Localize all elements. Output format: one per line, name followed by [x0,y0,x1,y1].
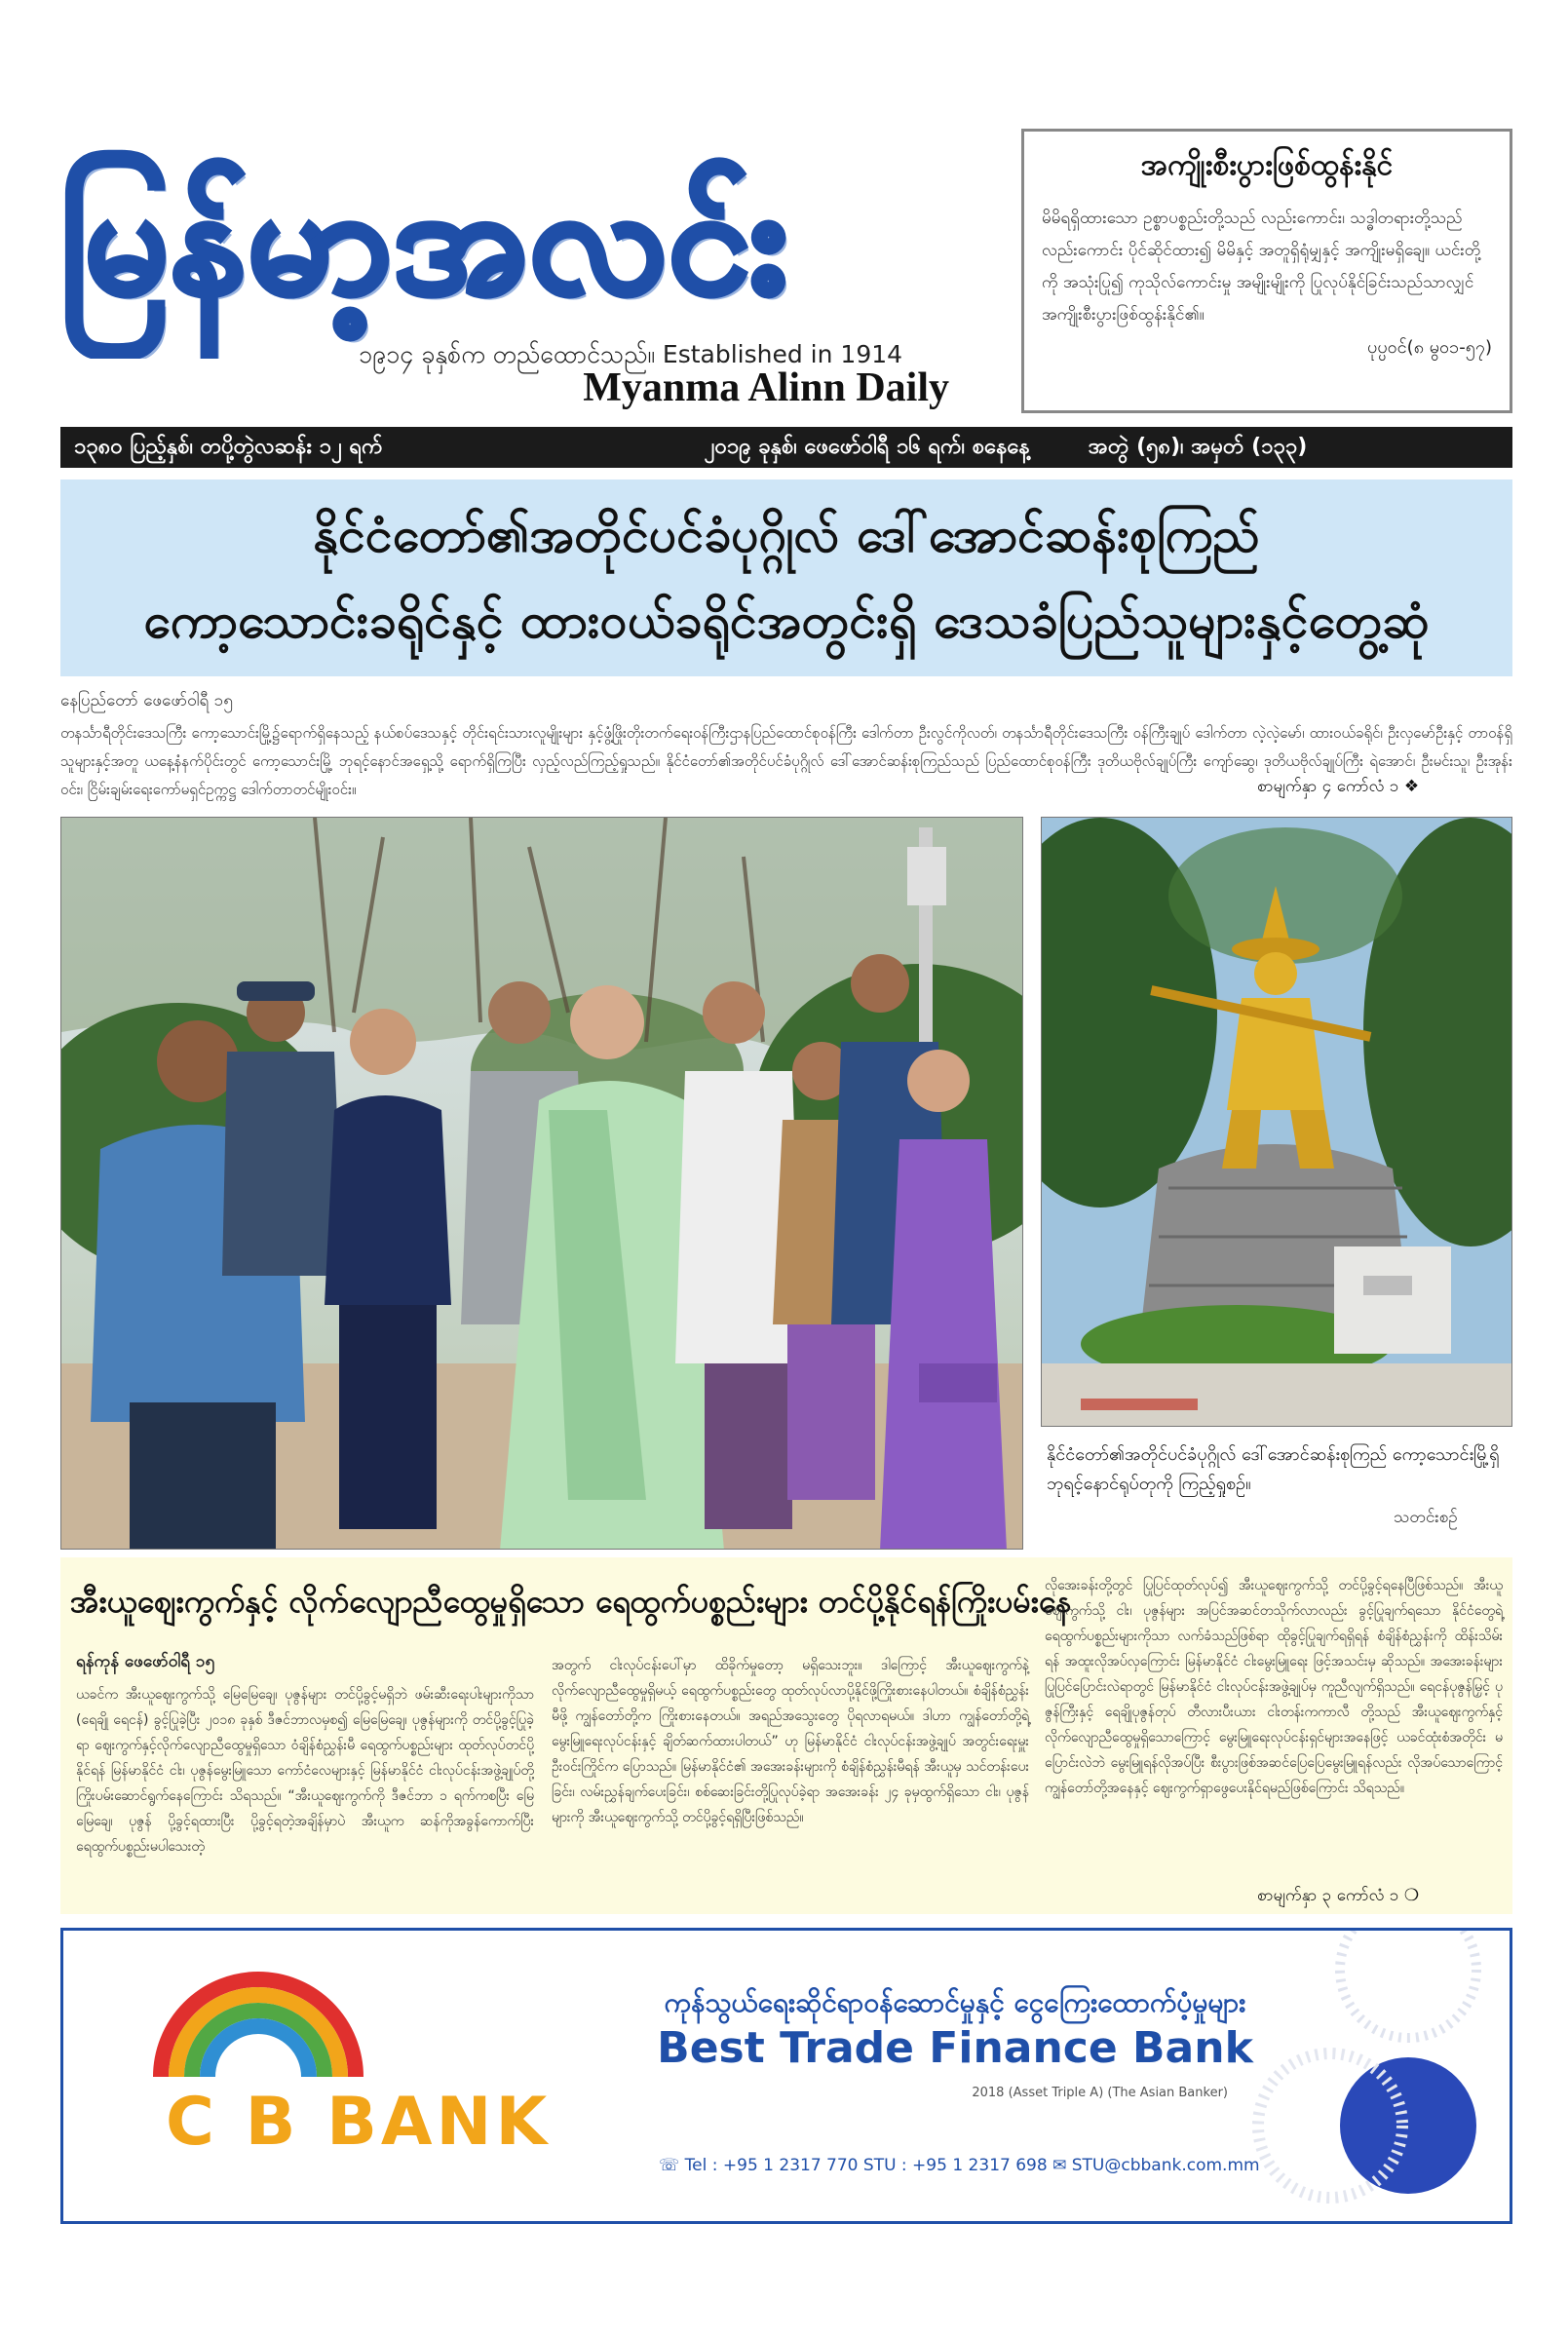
story2-dateline: ရန်ကုန် ဖေဖော်ဝါရီ ၁၅ [76,1652,215,1671]
headline-banner [60,479,1512,676]
gregorian-date: ၂၀၁၉ ခုနှစ်၊ ဖေဖော်ဝါရီ ၁၆ ရက်၊ စနေနေ့ [704,434,1030,459]
english-name: Myanma Alinn Daily [583,365,949,410]
main-photo-illustration [61,818,1023,1550]
established-line: ၁၉၁၄ ခုနှစ်က တည်ထောင်သည်။ Established in 1914 [359,340,903,368]
statue-photo [1041,817,1512,1427]
story2-column-2: အတွက် ငါးလုပ်ငန်းပေါ်မှာ ထိခိုက်မှုတော့ မရှိသေးဘူး။ ဒါကြောင့် အီးယူဈေးကွက်နဲ့ လိုက်လျောညီထွေမှုရှိမယ့် ရေထွက်ပစ္စည်းတွေ ထုတ်လုပ်လာပို့နိုင်ဖို့ကြိုးစားနေပါတယ်။ စံချိန်စံညွှန်းမီဖို့ ကျွန်တော်တို့က ကြိုးစားနေတယ်။ အရည်အသွေးတွေ ပိုရလာရမယ်။ ဒါဟာ ကျွန်တော်တို့ရဲ့ မွေးမြူရေးလုပ်ငန်းနှင့် ချိတ်ဆက်ထားပါတယ်” ဟု မြန်မာနိုင်ငံ ငါးလုပ်ငန်းအဖွဲ့ချုပ် အတွင်းရေးမှူး ဦးဝင်းကြိုင်က ပြောသည်။ မြန်မာနိုင်ငံ၏ အအေးခန်းများကို စံချိန်စံညွှန်းမီရန် အီးယူမှ သင်တန်းပေးခြင်း၊ လမ်းညွှန်ချက်ပေးခြင်း၊ စစ်ဆေးခြင်းတို့ပြုလုပ်ခဲ့ရာ အအေးခန်း ၂၄ ခုမှထွက်ရှိသော ငါး၊ ပုဇွန်များကို အီးယူဈေးကွက်သို့ တင်ပို့ခွင့်ရရှိပြီးဖြစ်သည်။ [552,1658,1029,1825]
quote-body: မိမိရရှိထားသော ဥစ္စာပစ္စည်းတို့သည် လည်းကောင်း၊ သဒ္ဓါတရားတို့သည် လည်းကောင်း ပိုင်ဆိုင်ထား၍ မိမိနှင့် အတူရှိရုံမျှနှင့် အကျိုးမရှိချေ။ ယင်းတို့ကို အသုံးပြု၍ ကုသိုလ်ကောင်းမှု အမျိုးမျိုးကို ပြုလုပ်နိုင်ခြင်းသည်သာလျှင် အကျိုးစီးပွားဖြစ်ထွန်းနိုင်၏။ [1042,209,1481,325]
ad-contacts [659,2156,1260,2175]
statue-photo-illustration [1042,818,1512,1427]
myanmar-date: ၁၃၈၀ ပြည့်နှစ်၊ တပို့တွဲလဆန်း ၁၂ ရက် [74,434,383,459]
photo-credit: သတင်းစဉ် [1394,1508,1458,1527]
lead-continued: စာမျက်နှာ ၄ ကော်လံ ၁ ❖ [1257,777,1420,796]
ad-tagline: Best Trade Finance Bank [657,2023,1253,2073]
story2-headline: အီးယူဈေးကွက်နှင့် လိုက်လျောညီထွေမှုရှိသော ရေထွက်ပစ္စည်းများ တင်ပို့နိုင်ရန်ကြိုးပမ်းနေ [70,1583,1072,1620]
headline-line-2: ကော့သောင်းခရိုင်နှင့် ထားဝယ်ခရိုင်အတွင်းရှိ ဒေသခံပြည်သူများနှင့်တွေ့ဆုံ [143,593,1430,649]
ad-award: 2018 (Asset Triple A) (The Asian Banker) [972,2086,1228,2100]
quote-box [1021,129,1512,413]
ad-graphics [63,1931,1512,2224]
ad-email[interactable]: STU@cbbank.com.mm [1071,2156,1260,2175]
phone-icon: ☏ [659,2156,680,2175]
story2-column-3: လိုအေးခန်းတို့တွင် ပြုပြင်ထုတ်လုပ်၍ အီးယူဈေးကွက်သို့ တင်ပို့ခွင့်ရနေပြီဖြစ်သည်။ အီးယူဈေးကွက်သို့ ငါး၊ ပုဇွန်များ အပြင်အဆင်တသိုက်လာလည်း ခွင့်ပြုချက်ရသော နိုင်ငံတွေရဲ့ ရေထွက်ပစ္စည်းများကိုသာ လက်ခံသည်ဖြစ်ရာ ထိုခွင့်ပြုချက်ရရှိရန် စံချိန်စံညွှန်းကို ထိန်းသိမ်းရန် အထူးလိုအပ်လှကြောင်း မြန်မာနိုင်ငံ ငါးမွေးမြူရေး ဖြင့်အသင်းမှ ဆိုသည်။ အအေးခန်းများ ပြုပြင်ပြောင်းလဲရာတွင် မြန်မာနိုင်ငံ ငါးလုပ်ငန်းအဖွဲ့ချုပ်မှ ကူညီလျက်ရှိသည်။ ရေငန်ပုဇွန်မြှင့် ပုဇွန်ကြီးနှင့် ရေချိုပုဇွန်တုပ် တီလားပီးယား ငါးတန်းကကာလီ တို့သည် အီးယူဈေးကွက်နှင့် လိုက်လျောညီထွေမှုရှိသောကြောင့် မွေးမြူရေးလုပ်ငန်းရှင်များအနေဖြင့် ယခင်ထုံးစံအတိုင်း မပြောင်းလဲဘဲ မွေးမြူရန်လိုအပ်ပြီး စီးပွားဖြစ်အဆင်ပြေပြေမွေးမြူရန်လည်း လိုအပ်သောကြောင့် ကျွန်တော်တို့အနေနှင့် ဈေးကွက်ရှာဖွေပေးနိုင်ရမည်ဖြစ်ကြောင်း သိရသည်။ [1045,1578,1503,1796]
date-bar [60,427,1512,468]
ad-stu[interactable]: STU : +95 1 2317 698 [862,2156,1048,2175]
ad-tel[interactable]: Tel : +95 1 2317 770 [684,2156,859,2175]
lead-story-text: တနင်္သာရီတိုင်းဒေသကြီး ကော့သောင်းမြို့၌ရောက်ရှိနေသည့် နယ်စပ်ဒေသနှင့် တိုင်းရင်းသားလူမျိုးများ နှင့်ဖွံ့ဖြိုးတိုးတက်ရေးဝန်ကြီးဌာနပြည်ထောင်စုဝန်ကြီး ဒေါက်တာ ဦးလွင်ကိုလတ်၊ တနင်္သာရီတိုင်းဒေသကြီး ဝန်ကြီးချုပ် ဒေါက်တာ လဲ့လဲ့မော်၊ ထားဝယ်ခရိုင်၊ ဦးလှမော်ဦးနှင့် တာဝန်ရှိသူများနှင့်အတူ ယနေ့နံနက်ပိုင်းတွင် ကော့သောင်းမြို့ ဘုရင့်နောင်အရှေ့သို့ ရောက်ရှိကြပြီး လှည့်လည်ကြည့်ရှုသည်။ နိုင်ငံတော်၏အတိုင်ပင်ခံပုဂ္ဂိုလ် ဒေါ်အောင်ဆန်းစုကြည်သည် ပြည်ထောင်စုဝန်ကြီး ဒုတိယဗိုလ်ချုပ်ကြီး ကျော်ဆွေ၊ ဒုတိယဗိုလ်ချုပ်ကြီး ရဲအောင်၊ ဦးမင်းသူ၊ ဦးအုန်းဝင်း၊ ငြိမ်းချမ်းရေးကော်မရှင်ဥက္ကဋ္ဌ ဒေါက်တာတင်မျိုးဝင်း။ [60,724,1512,798]
lead-dateline: နေပြည်တော် ဖေဖော်ဝါရီ ၁၅ [60,691,233,710]
main-photo [60,817,1023,1550]
rainbow-logo-icon [161,1979,356,2077]
email-icon: ✉ [1052,2156,1067,2175]
masthead-title: မြန်မာ့အလင်း [60,157,789,326]
headline-line-1: နိုင်ငံတော်၏အတိုင်ပင်ခံပုဂ္ဂိုလ် ဒေါ်အောင်ဆန်းစုကြည် [313,507,1260,563]
quote-title: အကျိုးစီးပွားဖြစ်ထွန်းနိုင် [1140,148,1394,182]
issue-number: အတွဲ (၅၈)၊ အမှတ် (၁၃၃) [1088,434,1308,459]
story2-column-1: ယခင်က အီးယူဈေးကွက်သို့ မြေမြေချေ၊ ပုဇွန်များ တင်ပို့ခွင့်မရှိဘဲ ဖမ်းဆီးရေးပါးများကိုသာ (ရေချို ရေငန်) ခွင့်ပြုခဲ့ပြီး ၂၀၁၈ ခုနှစ် ဒီဇင်ဘာလမှစ၍ မြေမြေချေ၊ ပုဇွန်များကို တင်ပို့ခွင့်ပြုခဲ့ရာ ဈေးကွက်နှင့်လိုက်လျောညီထွေမှုရှိသော ဝံချိန်စံညွှန်းမီ ရေထွက်ပစ္စည်းများ ထုတ်လုပ်တင်ပို့နိုင်ရန် မြန်မာနိုင်ငံ ငါး၊ ပုဇွန်မွေးမြူသော ကော်ငံလေများနှင့် မြန်မာနိုင်ငံ ငါးလုပ်ငန်းအဖွဲ့ချုပ်တို့ ကြိုးပမ်းဆောင်ရွက်နေကြောင်း သိရသည်။ “အီးယူဈေးကွက်ကို ဒီဇင်ဘာ ၁ ရက်ကစပြီး မြေမြေချေ၊ ပုဇွန် ပို့ခွင့်ရထားပြီး ပို့ခွင့်ရတဲ့အချိန်မှာပဲ အီးယူက ဆန်ကိုအခွန်ကောက်ပြီး ရေထွက်ပစ္စည်းမပါသေးတဲ့ [76,1687,534,1855]
ad-burmese-line: ကုန်သွယ်ရေးဆိုင်ရာဝန်ဆောင်မှုနှင့် ငွေကြေးထောက်ပံ့မှုများ [664,1986,1246,2018]
photo-caption: နိုင်ငံတော်၏အတိုင်ပင်ခံပုဂ္ဂိုလ် ဒေါ်အောင်ဆန်းစုကြည် ကော့သောင်းမြို့ရှိ ဘုရင့်နောင်ရုပ်တုကို ကြည့်ရှုစဉ်။ [1047,1444,1500,1494]
cb-bank-logo-text: C B BANK [166,2084,552,2161]
quote-source: ပုပ္ပဝင်(၈ မွ၀၁-၅၇) [1367,337,1492,358]
story2-continued: စာမျက်နှာ ၃ ကော်လံ ၁ ❍ [1257,1886,1420,1905]
cb-bank-advertisement[interactable] [60,1928,1512,2224]
